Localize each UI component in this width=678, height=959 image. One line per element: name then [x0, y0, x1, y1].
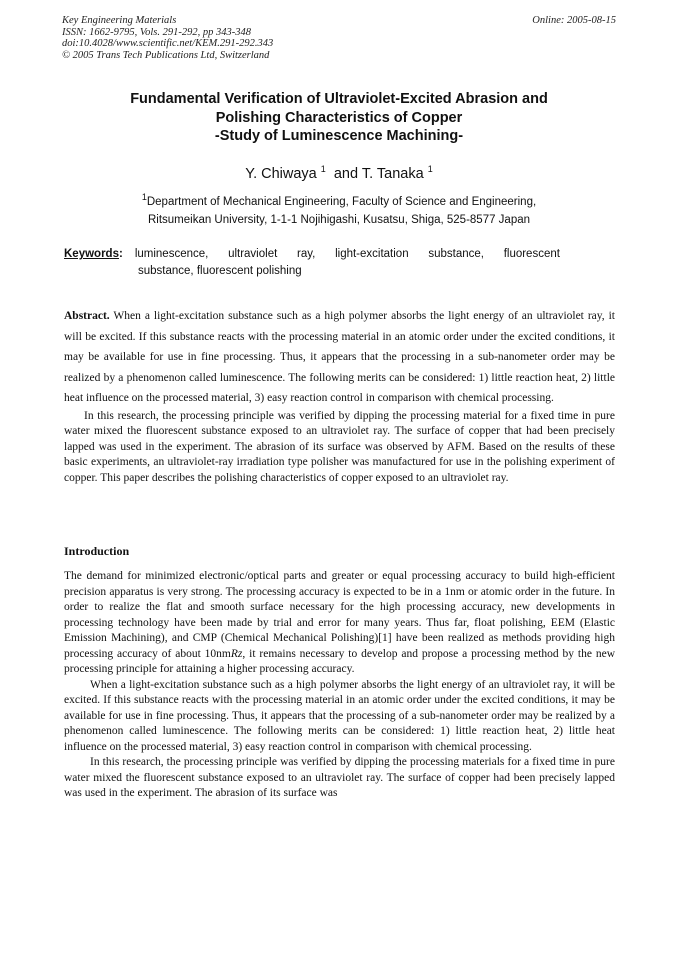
issn-line: ISSN: 1662-9795, Vols. 291-292, pp 343-348: [62, 26, 251, 38]
intro-paragraph-3: In this research, the processing principle was verified by dipping the processing materials for a fixed time in pure water mixed the fluorescent substance exposed to an ultraviolet ray. The surface of copper had been precisely lapped was used in the experiment. The abrasion of its surface was: [64, 756, 615, 799]
section-heading-introduction: Introduction: [64, 544, 130, 558]
title-line-1: Fundamental Verification of Ultraviolet-Excited Abrasion and: [130, 91, 548, 107]
keywords-colon: :: [118, 248, 123, 260]
publication-header: [62, 15, 616, 61]
title-line-2: Polishing Characteristics of Copper: [215, 109, 463, 126]
keywords-line-1: [135, 246, 560, 263]
keyword: ray,: [297, 248, 316, 260]
keywords-line-2: substance, fluorescent polishing: [138, 265, 302, 277]
introduction-body: [64, 569, 615, 802]
keywords-section: [64, 246, 560, 280]
author-joiner: and: [333, 165, 359, 182]
copyright-line: © 2005 Trans Tech Publications Ltd, Switzerland: [62, 49, 270, 61]
rz-symbol: Rz: [230, 647, 243, 660]
affiliation-line-1: Department of Mechanical Engineering, Faculty of Science and Engineering,: [146, 195, 537, 208]
intro-paragraph-1: The demand for minimized electronic/optical parts and greater or equal processing accuracy to build high-efficient precision apparatus is very strong. The processing accuracy is expected to be in a 1nm or atomic order in the future. In order to realize the flat and smooth surface necessary for the high processing accuracy, new developments in processing technology have been made by trial and error for many years. Thus far, float polishing, EEM (Elastic Emission Machining), and CMP (Chemical Mechanical Polishing)[1] have been realized as methods providing high processing accuracy of about 10nmRz, it remains necessary to develop and propose a processing method by the new processing principle for attaining a higher processing accuracy.: [64, 570, 615, 675]
affiliation-line-2: Ritsumeikan University, 1-1-1 Nojihigashi, Kusatsu, Shiga, 525-8577 Japan: [147, 213, 531, 226]
doi-line[interactable]: doi:10.4028/www.scientific.net/KEM.291-292.343: [62, 38, 274, 49]
keyword: light-excitation: [335, 248, 409, 260]
author-2-affil-mark: 1: [427, 164, 433, 174]
author-2: T. Tanaka: [361, 165, 424, 182]
journal-name: Key Engineering Materials: [62, 15, 177, 26]
author-1-affil-mark: 1: [320, 164, 326, 174]
abstract-paragraph-2: In this research, the processing principle was verified by dipping the processing material for a fixed time in pure water mixed the fluorescent substance exposed to an ultraviolet ray. The surface of copper that had been precisely lapped was used in the experiment. The abrasion of its surface was observed by AFM. Based on the results of these basic experiments, an ultraviolet-ray irradiation type polisher was manufactured for use in the polishing experiment of copper. This paper describes the polishing characteristics of copper exposed to an ultraviolet ray.: [64, 409, 615, 484]
title-line-3: -Study of Luminescence Machining-: [214, 128, 464, 144]
affiliation: [62, 188, 616, 229]
keywords-label: Keywords: [64, 248, 119, 260]
paper-title: [62, 90, 616, 146]
intro-paragraph-2: When a light-excitation substance such as a high polymer absorbs the light energy of an ultraviolet ray, it will be excited. If this substance reacts with the processing material in an atomic order under the excited conditions, it may be available for use in fine processing. Thus, it appears that the processing of a sub-nanometer order may be realized by a phenomenon called luminescence. The following merits can be considered: 1) little reaction heat, 2) little heat influence on the processed material, 3) easy reaction control in comparison with chemical processing.: [64, 678, 615, 753]
keyword: substance,: [428, 248, 484, 260]
keyword: luminescence,: [134, 248, 209, 260]
online-date: Online: 2005-08-15: [532, 15, 616, 26]
abstract-section: [64, 306, 615, 486]
keyword: ultraviolet: [228, 248, 278, 260]
abstract-label: Abstract.: [64, 310, 110, 322]
affiliation-mark: 1: [141, 192, 147, 202]
abstract-paragraph-1: When a light-excitation substance such as a high polymer absorbs the light energy of an ultraviolet ray, it will be excited. If this substance reacts with the processing material in an atomic order under the excited conditions, it may be available for use in fine processing. Thus, it appears that the processing in a sub-nanometer order may be realized by a phenomenon called luminescence. The following merits can be considered: 1) little reaction heat, 2) little heat influence on the processed material, 3) easy reaction control in comparison with chemical processing.: [64, 310, 615, 404]
author-1: Y. Chiwaya: [245, 165, 317, 182]
keyword: fluorescent: [503, 248, 560, 260]
author-list: [62, 164, 616, 182]
